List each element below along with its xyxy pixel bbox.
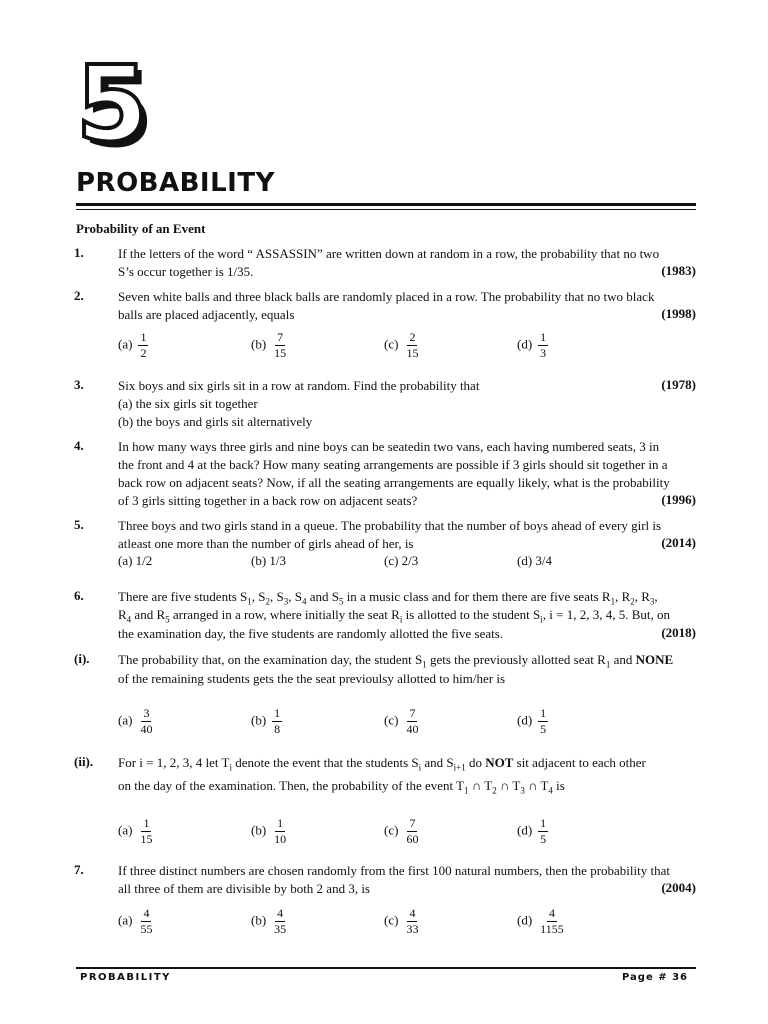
- question-text: of the remaining students gets the the seat previoulsy allotted to him/her is: [118, 671, 506, 686]
- question-year: (1998): [661, 306, 696, 321]
- sub-part: (b) the boys and girls sit alternatively: [118, 414, 313, 429]
- question-number: 3.: [74, 377, 84, 392]
- footer-rule: [76, 967, 696, 969]
- question-text: on the day of the examination. Then, the probability of the event $T_1$ ∩ $T_2$ ∩ $T_3$ ∩ $T_4$ is: [118, 778, 565, 796]
- chapter-title: PROBABILITY: [76, 168, 275, 198]
- question-year: (2018): [661, 625, 696, 640]
- question-text: the front and 4 at the back? How many seating arrangements are possible if 3 girls should sit together in a: [118, 457, 668, 472]
- question-number: (ii).: [74, 754, 94, 769]
- question-text: $R_4$ and $R_5$ arranged in a row, where initially the seat $R_i$ is allotted to the student $S_i$, i = 1, 2, 3, 4, 5. But, on: [118, 607, 671, 625]
- question-text: If the letters of the word “ ASSASSIN” are written down at random in a row, the probability that no two: [118, 246, 660, 261]
- answer-option: (a) $\frac{3}{40}$: [118, 706, 153, 736]
- answer-option: (d) $\frac{4}{1155}$: [517, 906, 564, 936]
- question-text: all three of them are divisible by both 2 and 3, is: [118, 881, 370, 896]
- question-year: (2014): [661, 535, 696, 550]
- question-number: 2.: [74, 288, 84, 303]
- question-number: 5.: [74, 517, 84, 532]
- header-rule-thick: [76, 203, 696, 206]
- question-text: Three boys and two girls stand in a queue. The probability that the number of boys ahead of every girl is: [118, 518, 662, 533]
- question-number: 7.: [74, 862, 84, 877]
- answer-option: (c) $\frac{7}{40}$: [384, 706, 419, 736]
- answer-option: (c) $\frac{7}{60}$: [384, 816, 419, 846]
- header-rule-thin: [76, 209, 696, 210]
- question-text: If three distinct numbers are chosen randomly from the first 100 natural numbers, then the probability that: [118, 863, 670, 878]
- answer-option: (b) 1/3: [251, 553, 287, 568]
- chapter-number: 5: [76, 43, 147, 165]
- answer-option: (b) $\frac{7}{15}$: [251, 330, 287, 360]
- sub-part: (a) the six girls sit together: [118, 396, 258, 411]
- question-text: Six boys and six girls sit in a row at random. Find the probability that: [118, 378, 480, 393]
- question-number: 4.: [74, 438, 84, 453]
- question-text: In how many ways three girls and nine boys can be seatedin two vans, each having numbered seats, 3 in: [118, 439, 660, 454]
- page-number: Page # 36: [621, 972, 688, 983]
- footer-chapter-title: PROBABILITY: [80, 972, 171, 983]
- question-text: S’s occur together is 1/35.: [118, 264, 254, 279]
- answer-option: (b) $\frac{4}{35}$: [251, 906, 287, 936]
- answer-option: (d) 3/4: [517, 553, 553, 568]
- answer-option: (c) $\frac{4}{33}$: [384, 906, 419, 936]
- answer-option: (c) $\frac{2}{15}$: [384, 330, 419, 360]
- question-text: There are five students $S_1$, $S_2$, $S_3$, $S_4$ and $S_5$ in a music class and for them there are five seats $R_1$, $R_2$, $R_3$,: [118, 589, 658, 607]
- question-year: (2004): [661, 880, 696, 895]
- question-year: (1996): [661, 492, 696, 507]
- question-text: atleast one more than the number of girls ahead of her, is: [118, 536, 414, 551]
- answer-option: (d) $\frac{1}{5}$: [517, 706, 547, 736]
- answer-option: (b) $\frac{1}{8}$: [251, 706, 281, 736]
- question-text: the examination day, the five students are randomly allotted the five seats.: [118, 626, 504, 641]
- question-text: Seven white balls and three black balls are randomly placed in a row. The probability that no two black: [118, 289, 655, 304]
- answer-option: (d) $\frac{1}{3}$: [517, 330, 547, 360]
- question-text: balls are placed adjacently, equals: [118, 307, 295, 322]
- question-year: (1978): [661, 377, 696, 392]
- answer-option: (c) 2/3: [384, 553, 419, 568]
- question-text: back row on adjacent seats? Now, if all the seating arrangements are equally likely, what is the probability: [118, 475, 670, 490]
- question-text: The probability that, on the examination day, the student $S_1$ gets the previously allotted seat $R_1$ and NONE: [118, 652, 674, 670]
- answer-option: (b) $\frac{1}{10}$: [251, 816, 287, 846]
- question-number: (i).: [74, 651, 90, 666]
- question-year: (1983): [661, 263, 696, 278]
- section-title: Probability of an Event: [76, 221, 206, 236]
- question-text: of 3 girls sitting together in a back row on adjacent seats?: [118, 493, 418, 508]
- answer-option: (a) $\frac{1}{15}$: [118, 816, 153, 846]
- answer-option: (a) $\frac{1}{2}$: [118, 330, 147, 360]
- answer-option: (a) $\frac{4}{55}$: [118, 906, 153, 936]
- question-number: 6.: [74, 588, 84, 603]
- answer-option: (a) 1/2: [118, 553, 153, 568]
- question-number: 1.: [74, 245, 84, 260]
- answer-option: (d) $\frac{1}{5}$: [517, 816, 547, 846]
- question-text: For i = 1, 2, 3, 4 let $T_i$ denote the event that the students $S_i$ and $S_{i+1}$ do NOT sit adjacent to each other: [118, 755, 646, 773]
